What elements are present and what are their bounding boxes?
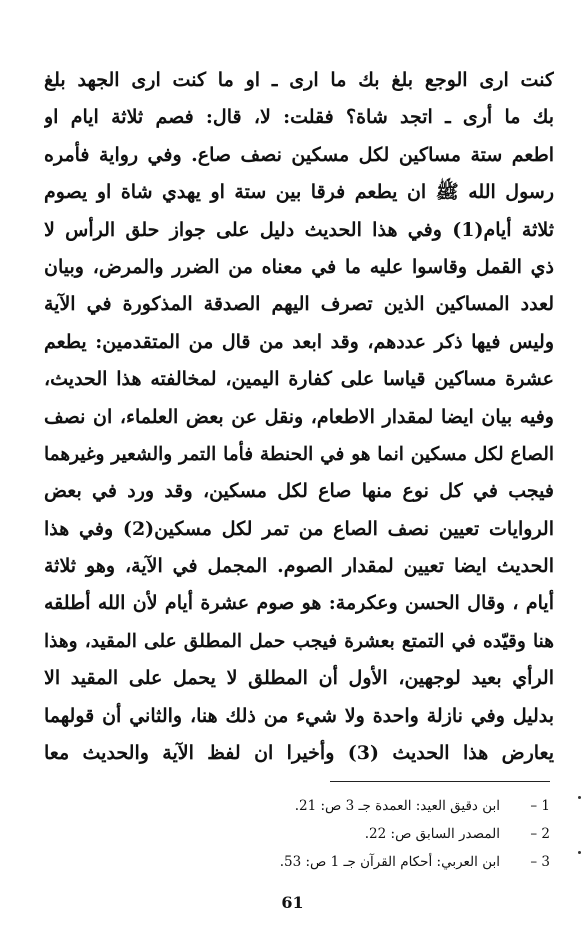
footnote — [150, 848, 550, 876]
scan-speck — [578, 796, 581, 799]
text-line: بدليل وفي نازلة واحدة ولا شيء من ذلك هنا، والثاني أن قولهما — [44, 704, 554, 727]
text-line: لعدد المساكين الذين تصرف اليهم الصدقة المذكورة في الآية — [44, 293, 554, 316]
footnote-number: 1 – — [530, 798, 550, 814]
body-text — [44, 62, 554, 772]
page-number: 61 — [281, 893, 304, 912]
text-line: يعارض هذا الحديث (3) وأخيرا ان لفظ الآية والحديث معا — [44, 742, 554, 765]
footnote-separator — [330, 781, 550, 782]
footnote-text: المصدر السابق ص: 22. — [364, 826, 500, 842]
text-line: بك ما أرى ـ اتجد شاة؟ فقلت: لا، قال: فصم ثلاثة ايام او — [44, 106, 554, 129]
text-line: عشرة مساكين قياسا على كفارة اليمين، لمخالفته هذا الحديث، — [44, 368, 554, 391]
text-line: الروايات تعيين نصف الصاع من تمر لكل مسكين(2) وفي هذا — [44, 517, 554, 540]
footnotes — [150, 792, 550, 876]
text-line: رسول الله ﷺ ان يطعم فرقا بين ستة او يهدي شاة او يصوم — [44, 181, 554, 204]
footnote — [150, 820, 550, 848]
text-line: فيجب في كل نوع منها صاع لكل مسكين، وقد ورد في بعض — [44, 480, 554, 503]
text-line: اطعم ستة مساكين لكل مسكين نصف صاع. وفي رواية فأمره — [44, 143, 554, 166]
text-line: وليس فيها ذكر عددهم، وقد ابعد من قال من المتقدمين: يطعم — [44, 330, 554, 353]
scan-speck — [578, 851, 581, 854]
footnote-text: ابن العربي: أحكام القرآن جـ 1 ص: 53. — [279, 854, 500, 870]
text-line: وفيه بيان ايضا لمقدار الاطعام، ونقل عن بعض العلماء، ان نصف — [44, 405, 554, 428]
text-line: ذي القمل وقاسوا عليه ما في معناه من الضرر والمرض، وبيان — [44, 255, 554, 278]
text-line: الرأي بعيد لوجهين، الأول أن المطلق لا يحمل على المقيد الا — [44, 667, 554, 690]
footnote-text: ابن دقيق العيد: العمدة جـ 3 ص: 21. — [294, 798, 500, 814]
text-line: ثلاثة أيام(1) وفي هذا الحديث دليل على جواز حلق الرأس لا — [44, 218, 554, 241]
footnote-number: 2 – — [530, 826, 550, 842]
text-line: كنت ارى الوجع بلغ بك ما ارى ـ او ما كنت ارى الجهد بلغ — [44, 69, 554, 91]
text-line: الصاع لكل مسكين انما هو في الحنطة فأما التمر والشعير وغيرهما — [44, 443, 554, 465]
text-line: أيام ، وقال الحسن وعكرمة: هو صوم عشرة أيام لأن الله أطلقه — [44, 592, 554, 615]
text-line: هنا وقيّده في التمتع بعشرة فيجب حمل المطلق على المقيد، وهذا — [44, 630, 554, 652]
footnote-number: 3 – — [530, 854, 550, 870]
text-line: الحديث ايضا تعيين لمقدار الصوم. المجمل في الآية، وهو ثلاثة — [44, 555, 554, 578]
footnote — [150, 792, 550, 820]
